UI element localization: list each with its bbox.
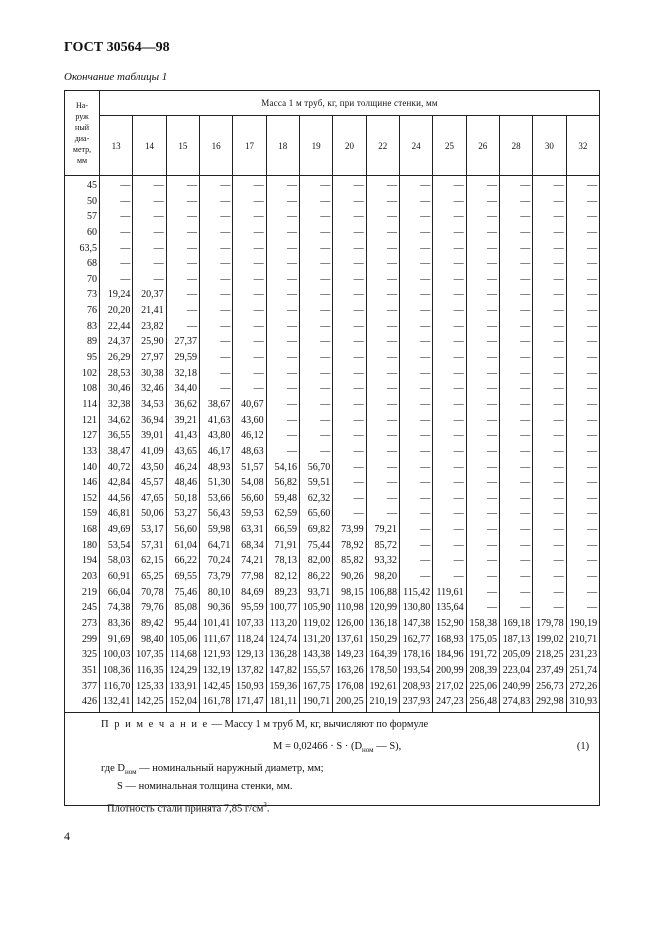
note-title [101,719,428,730]
mass-column: — — — — — — — 19,24 20,20 22,44 24,37 26,29 28,53 30,46 32,38 34,62 36,55 38,47 40,72 42,84 44,56 46,81 49,69 53,54 58,03 60,91 66,04 74,38 83,36 91,69 100,03 108,36 116,70 132,41 [100,176,133,713]
where-d-line: где $D_{ном}$ — номинальный наружный диаметр, мм; [101,762,324,776]
note-text: — Массу 1 м труб M, кг, вычисляют по формуле [208,718,429,730]
mass-column: — — — — — — — — — — — — — — — — — — — — — — — — — — — — 179,78 199,02 218,25 237,49 256,73 292,98 [533,176,566,713]
mass-header: Масса 1 м труб, кг, при толщине стенки, мм [100,91,600,116]
document-header: ГОСТ 30564—98 [64,40,170,55]
mass-column: — — — — — — — — — — — — — — — — — — 56,70 59,51 62,32 65,60 69,82 75,44 82,00 86,22 93,71 105,90 119,02 131,20 143,38 155,57 167,75 190,71 [299,176,332,713]
thickness-header: 26 [466,116,499,176]
thickness-header: 24 [399,116,432,176]
thickness-header-row [65,116,600,176]
mass-column: — — — — — — — — — — — — — — — — — — — — — — 79,21 85,72 93,32 98,20 106,88 120,99 136,18 150,29 164,39 178,50 192,61 210,19 [366,176,399,713]
thickness-header: 18 [266,116,299,176]
thickness-header: 13 [100,116,133,176]
formula: $M = 0,02466 \cdot S \cdot (D_{ном}$ — S), [273,740,402,754]
diameter-header: На- руж ный диа- метр, мм [65,91,100,176]
mass-column: — — — — — — — — — — — — — — — — — — — — — — — — — — 119,61 135,64 152,90 168,93 184,96 200,99 217,02 247,23 [433,176,466,713]
mass-column: — — — — — — — — — — 27,37 29,59 32,18 34,40 36,62 39,21 41,43 43,65 46,24 48,46 50,18 53,27 56,60 61,04 66,22 69,55 75,46 85,08 95,44 105,06 114,68 124,29 133,91 152,04 [166,176,199,713]
page-number: 4 [64,829,70,843]
formula-number: (1) [576,740,590,752]
thickness-header: 14 [133,116,166,176]
note-label: П р и м е ч а н и е [101,718,209,730]
thickness-header: 16 [199,116,232,176]
density-line: Плотность стали принята 7,85 $г/см^3$. [107,800,270,815]
where-s-line: S — номинальная толщина стенки, мм. [117,780,293,792]
thickness-header: 15 [166,116,199,176]
thickness-header: 32 [566,116,599,176]
note-block [65,712,600,815]
thickness-header: 22 [366,116,399,176]
thickness-header: 20 [333,116,366,176]
diameter-column: 45 50 57 60 63,5 68 70 73 76 83 89 95 102 108 114 121 127 133 140 146 152 159 168 180 194 203 219 245 273 299 325 351 377 426 [65,176,100,713]
mass-column: — — — — — — — 20,37 21,41 23,82 25,90 27,97 30,38 32,46 34,53 36,94 39,01 41,09 43,50 45,57 47,65 50,06 53,17 57,31 62,15 65,25 70,78 79,76 89,42 98,40 107,35 116,35 125,33 142,25 [133,176,166,713]
table-body-row [65,176,600,713]
mass-column: — — — — — — — — — — — — — — — — — — — — — — — — — — — — 190,19 210,71 231,23 251,74 272,26 310,93 [566,176,599,713]
pipe-mass-table [64,90,600,815]
thickness-header: 30 [533,116,566,176]
thickness-header: 25 [433,116,466,176]
mass-column: — — — — — — — — — — — — — — 40,67 43,60 46,12 48,63 51,57 54,08 56,60 59,53 63,31 68,34 74,21 77,98 84,69 95,59 107,33 118,24 129,13 137,82 150,93 171,47 [233,176,266,713]
mass-column: — — — — — — — — — — — — — — — — — — — — — — 73,99 78,92 85,82 90,26 98,15 110,98 126,00 137,61 149,23 163,26 176,08 200,25 [333,176,366,713]
mass-column: — — — — — — — — — — — — — — — — — — — — — — — — — — 115,42 130,80 147,38 162,77 178,16 193,54 208,93 237,93 [399,176,432,713]
table-caption: Окончание таблицы 1 [64,71,168,83]
thickness-header: 28 [499,116,532,176]
mass-column: — — — — — — — — — — — — — — — — — — 54,16 56,82 59,48 62,59 66,59 71,91 78,13 82,12 89,23 100,77 113,20 124,74 136,28 147,82 159,36 181,11 [266,176,299,713]
thickness-header: 19 [299,116,332,176]
mass-column: — — — — — — — — — — — — — — — — — — — — — — — — — — — — 158,38 175,05 191,72 208,39 225,06 256,48 [466,176,499,713]
thickness-header: 17 [233,116,266,176]
mass-column: — — — — — — — — — — — — — — 38,67 41,63 43,80 46,17 48,93 51,30 53,66 56,43 59,98 64,71 70,24 73,79 80,10 90,36 101,41 111,67 121,93 132,19 142,45 161,78 [199,176,232,713]
mass-column: — — — — — — — — — — — — — — — — — — — — — — — — — — — — 169,18 187,13 205,09 223,04 240,99 274,83 [499,176,532,713]
